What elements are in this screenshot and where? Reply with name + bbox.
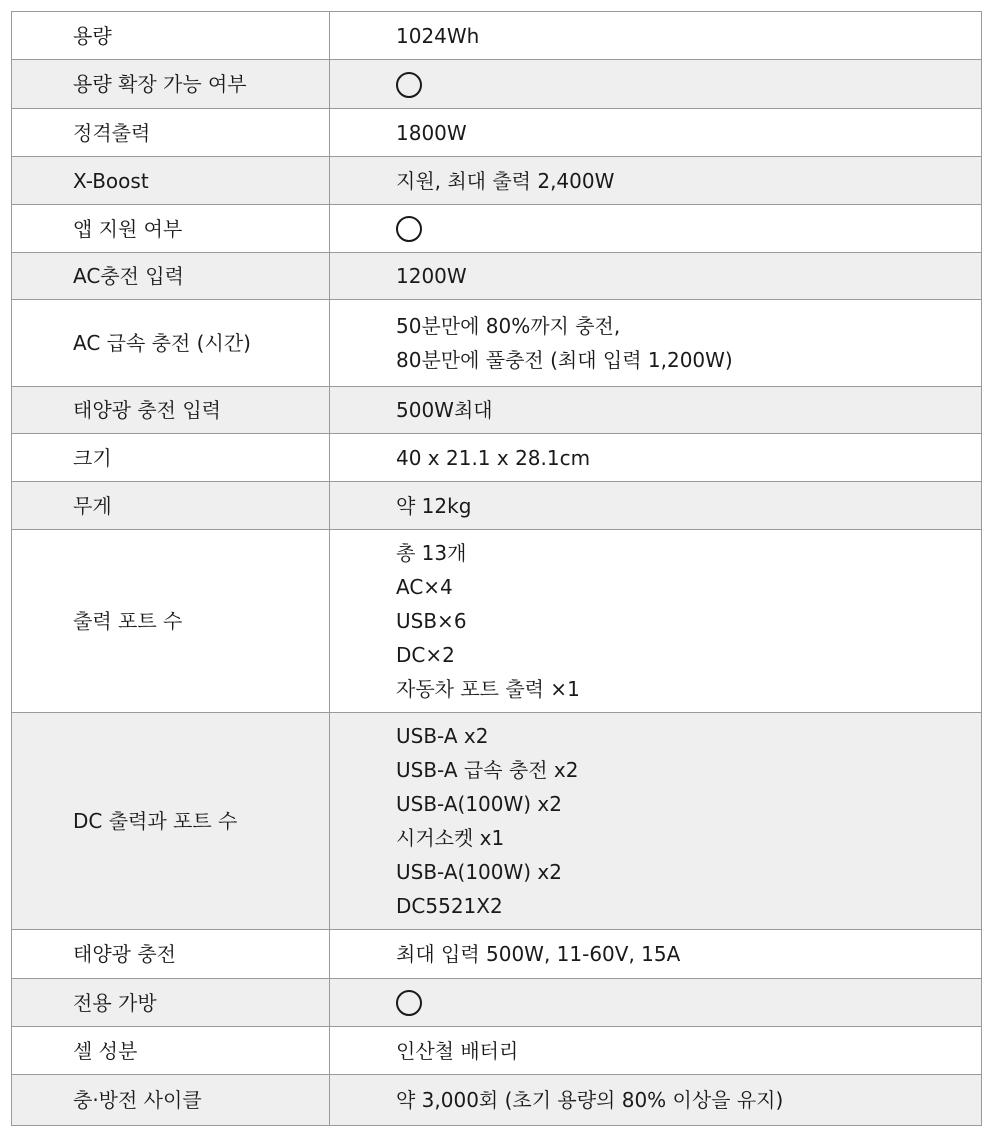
spec-label: AC 급속 충전 (시간) (12, 300, 330, 387)
spec-value: 500W최대 (330, 387, 982, 434)
table-row (12, 434, 982, 482)
table-row (12, 979, 982, 1027)
spec-value (330, 60, 982, 109)
spec-label: 용량 확장 가능 여부 (12, 60, 330, 109)
spec-label: 정격출력 (12, 109, 330, 157)
table-row (12, 930, 982, 979)
spec-value (330, 530, 982, 713)
spec-value-line: DC5521X2 (396, 894, 503, 918)
spec-value-line: USB-A(100W) x2 (396, 860, 562, 884)
table-row (12, 387, 982, 434)
table-row (12, 157, 982, 205)
spec-label: 태양광 충전 입력 (12, 387, 330, 434)
table-row (12, 713, 982, 930)
spec-value (330, 713, 982, 930)
spec-label: X-Boost (12, 157, 330, 205)
spec-label: 전용 가방 (12, 979, 330, 1027)
spec-value-line: 80분만에 풀충전 (최대 입력 1,200W) (396, 348, 733, 372)
spec-label: 무게 (12, 482, 330, 530)
spec-value-line: USB×6 (396, 609, 467, 633)
spec-value-line: USB-A 급속 충전 x2 (396, 758, 579, 782)
table-row (12, 300, 982, 387)
spec-value: 1800W (330, 109, 982, 157)
spec-value-line: 총 13개 (396, 541, 467, 565)
table-row (12, 109, 982, 157)
spec-label: 셀 성분 (12, 1027, 330, 1075)
table-row (12, 12, 982, 60)
spec-value: 지원, 최대 출력 2,400W (330, 157, 982, 205)
table-row (12, 205, 982, 253)
spec-label: 충·방전 사이클 (12, 1075, 330, 1126)
spec-value: 최대 입력 500W, 11-60V, 15A (330, 930, 982, 979)
spec-value: 인산철 배터리 (330, 1027, 982, 1075)
spec-value: 1200W (330, 253, 982, 300)
spec-label: 출력 포트 수 (12, 530, 330, 713)
spec-value-line: AC×4 (396, 575, 453, 599)
circle-mark-icon (396, 990, 422, 1016)
spec-label: 크기 (12, 434, 330, 482)
spec-value-line: 시거소켓 x1 (396, 826, 505, 850)
spec-label: AC충전 입력 (12, 253, 330, 300)
spec-value-line: 50분만에 80%까지 충전, (396, 314, 621, 338)
spec-label: 용량 (12, 12, 330, 60)
spec-value-line: DC×2 (396, 643, 455, 667)
spec-value: 1024Wh (330, 12, 982, 60)
spec-value (330, 979, 982, 1027)
spec-label: 앱 지원 여부 (12, 205, 330, 253)
spec-value-line: USB-A x2 (396, 724, 489, 748)
spec-value (330, 205, 982, 253)
table-row (12, 60, 982, 109)
spec-value: 40 x 21.1 x 28.1cm (330, 434, 982, 482)
table-row (12, 482, 982, 530)
table-row (12, 1027, 982, 1075)
spec-table (11, 11, 982, 1126)
table-row (12, 1075, 982, 1126)
spec-value: 약 12kg (330, 482, 982, 530)
spec-value (330, 300, 982, 387)
table-row (12, 253, 982, 300)
circle-mark-icon (396, 72, 422, 98)
table-row (12, 530, 982, 713)
spec-value-line: USB-A(100W) x2 (396, 792, 562, 816)
circle-mark-icon (396, 216, 422, 242)
spec-label: DC 출력과 포트 수 (12, 713, 330, 930)
spec-value-line: 자동차 포트 출력 ×1 (396, 677, 580, 701)
spec-value: 약 3,000회 (초기 용량의 80% 이상을 유지) (330, 1075, 982, 1126)
spec-label: 태양광 충전 (12, 930, 330, 979)
